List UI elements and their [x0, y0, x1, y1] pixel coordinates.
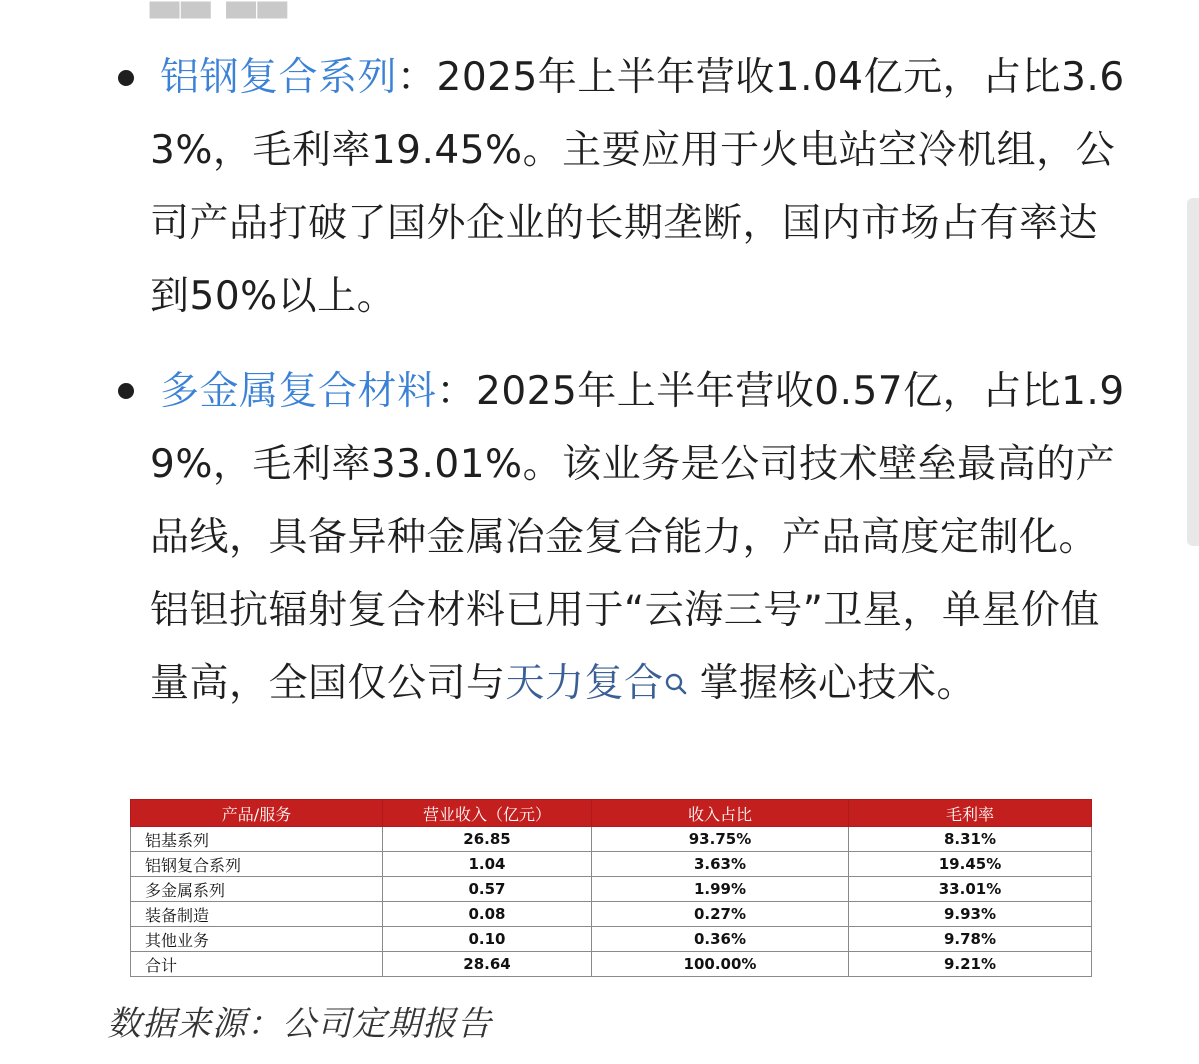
column-header: 毛利率 — [849, 800, 1092, 827]
bullet-paragraph — [150, 355, 1125, 720]
bullet-body: ：2025年上半年营收1.04亿元，占比3.63%，毛利率19.45%。主要应用于火电站空冷机组，公司产品打破了国外企业的长期垄断，国内市场占有率达到50%以上。 — [150, 55, 1125, 319]
table-row — [131, 877, 1092, 902]
table-cell: 1.04 — [383, 852, 592, 877]
previous-line-fragment — [150, 0, 320, 6]
table-cell: 9.93% — [849, 902, 1092, 927]
revenue-table — [130, 799, 1092, 977]
table-cell: 其他业务 — [131, 927, 383, 952]
table-row — [131, 827, 1092, 852]
column-header: 营业收入（亿元） — [383, 800, 592, 827]
table-row-total — [131, 952, 1092, 977]
table-cell: 100.00% — [592, 952, 849, 977]
table-cell: 0.27% — [592, 902, 849, 927]
table-cell: 19.45% — [849, 852, 1092, 877]
table-cell: 1.99% — [592, 877, 849, 902]
table-cell: 装备制造 — [131, 902, 383, 927]
column-header: 收入占比 — [592, 800, 849, 827]
table-cell: 铝钢复合系列 — [131, 852, 383, 877]
table-row — [131, 902, 1092, 927]
table-cell: 0.57 — [383, 877, 592, 902]
table-cell: 0.10 — [383, 927, 592, 952]
bullet-body: ：2025年上半年营收0.57亿，占比1.99%，毛利率33.01%。该业务是公司技术壁垒最高的产品线，具备异种金属冶金复合能力，产品高度定制化。铝钽抗辐射复合材料已用于“云海三号”卫星，单星价值量高，全国仅公司与 — [150, 369, 1125, 706]
table-cell: 9.21% — [849, 952, 1092, 977]
term-link[interactable]: 多金属复合材料 — [160, 369, 437, 414]
table-header-row — [131, 800, 1092, 827]
term-link[interactable]: 铝钢复合系列 — [160, 55, 398, 100]
search-icon[interactable] — [664, 653, 688, 683]
bullet-dot — [118, 383, 134, 399]
table-cell: 合计 — [131, 952, 383, 977]
table-row — [131, 852, 1092, 877]
table-cell: 33.01% — [849, 877, 1092, 902]
table-cell: 铝基系列 — [131, 827, 383, 852]
bullet-body-end: 掌握核心技术。 — [699, 661, 977, 706]
table-cell: 多金属系列 — [131, 877, 383, 902]
table-row — [131, 927, 1092, 952]
table-cell: 28.64 — [383, 952, 592, 977]
table-cell: 0.36% — [592, 927, 849, 952]
table-cell: 3.63% — [592, 852, 849, 877]
table-cell: 0.08 — [383, 902, 592, 927]
table-cell: 9.78% — [849, 927, 1092, 952]
column-header: 产品/服务 — [131, 800, 383, 827]
bullet-dot — [118, 70, 134, 86]
table-cell: 93.75% — [592, 827, 849, 852]
company-search-link[interactable]: 天力复合 — [505, 661, 664, 706]
scrollbar[interactable] — [1187, 198, 1199, 546]
data-source-note: 数据来源：公司定期报告 — [107, 1004, 492, 1044]
table-cell: 8.31% — [849, 827, 1092, 852]
table-cell: 26.85 — [383, 827, 592, 852]
bullet-paragraph — [150, 41, 1125, 333]
